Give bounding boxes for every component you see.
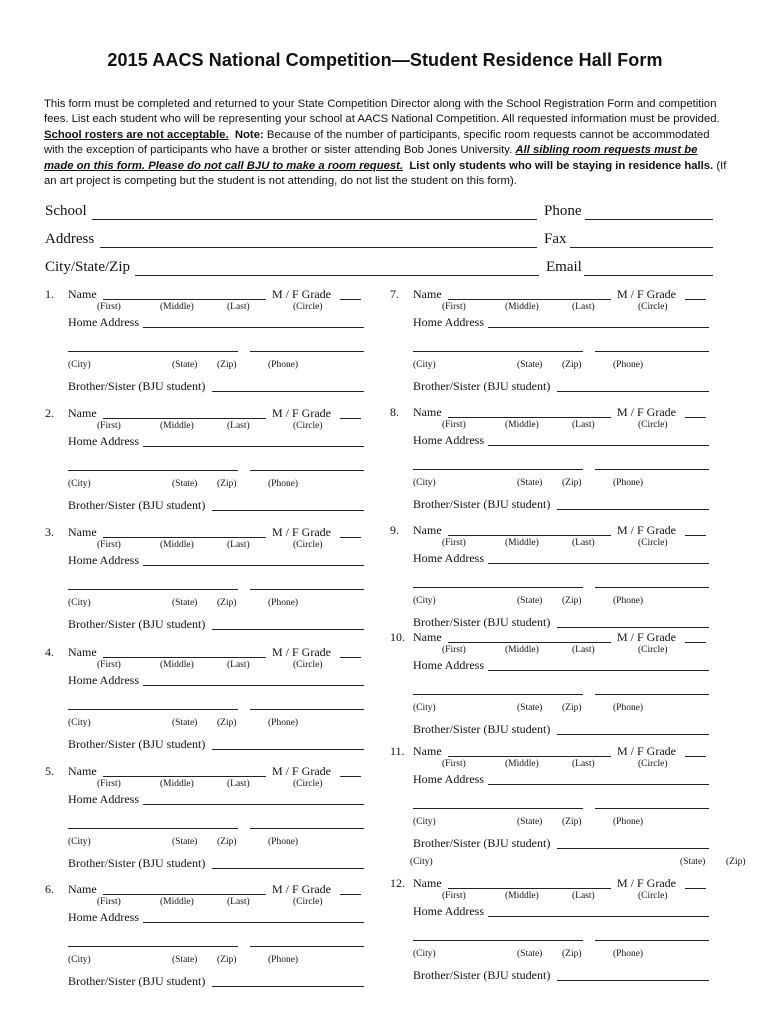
city-state-zip-label: City/State/Zip	[45, 259, 130, 275]
city-state-zip-field[interactable]	[413, 587, 583, 588]
name-label: Name	[68, 406, 97, 420]
home-address-field[interactable]	[488, 327, 709, 328]
brother-sister-label: Brother/Sister (BJU student)	[413, 836, 551, 850]
city-state-zip-field[interactable]	[68, 589, 238, 590]
city-caption: (City)	[413, 817, 436, 827]
home-address-label: Home Address	[68, 553, 139, 567]
residence-hall-notice: List only students who will be staying in residence halls.	[409, 159, 714, 172]
last-caption: (Last)	[572, 302, 595, 312]
student-number: 12.	[390, 876, 405, 890]
city-state-zip-field[interactable]	[68, 828, 238, 829]
home-address-label: Home Address	[413, 772, 484, 786]
mf-grade-label: M / F Grade	[617, 630, 676, 644]
phone-field[interactable]	[250, 709, 364, 710]
brother-sister-label: Brother/Sister (BJU student)	[413, 497, 551, 511]
mf-grade-label: M / F Grade	[272, 882, 331, 896]
grade-field[interactable]	[685, 417, 706, 418]
intro-text-2: Because of the number of participants, specific room requests cannot be accommodated with the exception of participants who have a brother or sister attending Bob Jones University.	[44, 128, 710, 157]
name-label: Name	[413, 876, 442, 890]
instructions	[44, 97, 730, 189]
middle-caption: (Middle)	[505, 759, 539, 769]
middle-caption: (Middle)	[160, 660, 194, 670]
home-address-label: Home Address	[68, 315, 139, 329]
phone-caption: (Phone)	[613, 596, 644, 606]
sibling-request-notice: All sibling room requests must be made on this form. Please do not call BJU to make a room request.	[44, 144, 698, 172]
home-address-label: Home Address	[68, 673, 139, 687]
school-label: School	[45, 203, 87, 219]
brother-sister-field[interactable]	[212, 749, 364, 750]
name-field[interactable]	[103, 776, 266, 777]
city-state-zip-field[interactable]	[68, 946, 238, 947]
name-field[interactable]	[103, 657, 266, 658]
last-caption: (Last)	[227, 779, 250, 789]
student-entry-8	[390, 405, 710, 515]
student-number: 9.	[390, 523, 399, 537]
first-caption: (First)	[97, 897, 121, 907]
city-caption: (City)	[68, 955, 91, 965]
mf-grade-label: M / F Grade	[617, 876, 676, 890]
phone-field[interactable]	[250, 470, 364, 471]
first-caption: (First)	[97, 540, 121, 550]
student-entry-2	[45, 406, 365, 516]
circle-caption: (Circle)	[293, 302, 323, 312]
circle-caption: (Circle)	[638, 759, 668, 769]
student-number: 5.	[45, 764, 54, 778]
phone-field[interactable]	[585, 219, 713, 220]
address-field[interactable]	[100, 247, 537, 248]
name-label: Name	[68, 287, 97, 301]
student-number: 7.	[390, 287, 399, 301]
middle-caption: (Middle)	[160, 421, 194, 431]
city-caption: (City)	[413, 949, 436, 959]
city-state-zip-field[interactable]	[68, 709, 238, 710]
circle-caption: (Circle)	[293, 421, 323, 431]
email-label: Email	[546, 259, 582, 275]
middle-caption: (Middle)	[160, 897, 194, 907]
intro-text-3: (If an art project is competing but the student is not attending, do not list the student on this form).	[44, 159, 727, 188]
brother-sister-field[interactable]	[557, 734, 709, 735]
name-field[interactable]	[448, 888, 611, 889]
student-entry-9	[390, 523, 710, 633]
brother-sister-field[interactable]	[212, 629, 364, 630]
name-field[interactable]	[448, 642, 611, 643]
grade-field[interactable]	[340, 657, 361, 658]
name-field[interactable]	[448, 535, 611, 536]
first-caption: (First)	[97, 660, 121, 670]
state-caption: (State)	[172, 718, 198, 728]
home-address-label: Home Address	[413, 658, 484, 672]
phone-caption: (Phone)	[268, 598, 299, 608]
student-entry-6	[45, 882, 365, 992]
name-field[interactable]	[103, 894, 266, 895]
fax-label: Fax	[544, 231, 567, 247]
phone-field[interactable]	[595, 351, 709, 352]
middle-caption: (Middle)	[160, 779, 194, 789]
circle-caption: (Circle)	[638, 538, 668, 548]
email-field[interactable]	[584, 275, 713, 276]
brother-sister-label: Brother/Sister (BJU student)	[68, 617, 206, 631]
phone-field[interactable]	[250, 589, 364, 590]
stray-zip-label: (Zip)	[726, 857, 746, 867]
home-address-label: Home Address	[68, 910, 139, 924]
city-state-zip-field[interactable]	[413, 694, 583, 695]
first-caption: (First)	[97, 302, 121, 312]
circle-caption: (Circle)	[638, 891, 668, 901]
city-state-zip-field[interactable]	[135, 275, 539, 276]
phone-caption: (Phone)	[613, 703, 644, 713]
city-state-zip-field[interactable]	[413, 940, 583, 941]
name-field[interactable]	[103, 299, 266, 300]
phone-field[interactable]	[595, 808, 709, 809]
middle-caption: (Middle)	[505, 420, 539, 430]
brother-sister-label: Brother/Sister (BJU student)	[68, 856, 206, 870]
home-address-label: Home Address	[413, 551, 484, 565]
grade-field[interactable]	[685, 299, 706, 300]
home-address-label: Home Address	[68, 792, 139, 806]
state-caption: (State)	[517, 360, 543, 370]
brother-sister-label: Brother/Sister (BJU student)	[68, 737, 206, 751]
zip-caption: (Zip)	[562, 360, 582, 370]
name-field[interactable]	[103, 418, 266, 419]
home-address-field[interactable]	[143, 922, 364, 923]
mf-grade-label: M / F Grade	[617, 523, 676, 537]
school-field[interactable]	[92, 219, 537, 220]
circle-caption: (Circle)	[293, 779, 323, 789]
first-caption: (First)	[442, 538, 466, 548]
home-address-field[interactable]	[143, 685, 364, 686]
city-state-zip-field[interactable]	[413, 469, 583, 470]
student-number: 11.	[390, 744, 405, 758]
brother-sister-field[interactable]	[557, 627, 709, 628]
phone-field[interactable]	[250, 946, 364, 947]
city-caption: (City)	[413, 478, 436, 488]
brother-sister-field[interactable]	[557, 509, 709, 510]
grade-field[interactable]	[340, 418, 361, 419]
brother-sister-label: Brother/Sister (BJU student)	[68, 379, 206, 393]
brother-sister-field[interactable]	[212, 868, 364, 869]
brother-sister-field[interactable]	[212, 986, 364, 987]
name-label: Name	[413, 630, 442, 644]
address-label: Address	[45, 231, 95, 247]
name-label: Name	[413, 744, 442, 758]
brother-sister-label: Brother/Sister (BJU student)	[413, 615, 551, 629]
mf-grade-label: M / F Grade	[272, 287, 331, 301]
phone-caption: (Phone)	[613, 478, 644, 488]
city-caption: (City)	[68, 718, 91, 728]
zip-caption: (Zip)	[562, 703, 582, 713]
state-caption: (State)	[172, 598, 198, 608]
home-address-label: Home Address	[413, 433, 484, 447]
circle-caption: (Circle)	[638, 302, 668, 312]
grade-field[interactable]	[685, 642, 706, 643]
grade-field[interactable]	[685, 756, 706, 757]
middle-caption: (Middle)	[160, 302, 194, 312]
home-address-label: Home Address	[68, 434, 139, 448]
name-label: Name	[68, 525, 97, 539]
state-caption: (State)	[517, 703, 543, 713]
phone-caption: (Phone)	[268, 955, 299, 965]
city-state-zip-field[interactable]	[68, 351, 238, 352]
state-caption: (State)	[172, 360, 198, 370]
middle-caption: (Middle)	[505, 645, 539, 655]
brother-sister-field[interactable]	[212, 510, 364, 511]
phone-caption: (Phone)	[268, 718, 299, 728]
home-address-field[interactable]	[488, 445, 709, 446]
brother-sister-field[interactable]	[557, 391, 709, 392]
zip-caption: (Zip)	[217, 955, 237, 965]
last-caption: (Last)	[572, 420, 595, 430]
middle-caption: (Middle)	[505, 891, 539, 901]
state-caption: (State)	[517, 817, 543, 827]
state-caption: (State)	[517, 596, 543, 606]
phone-field[interactable]	[595, 587, 709, 588]
grade-field[interactable]	[340, 776, 361, 777]
circle-caption: (Circle)	[293, 897, 323, 907]
home-address-field[interactable]	[488, 784, 709, 785]
student-number: 4.	[45, 645, 54, 659]
phone-caption: (Phone)	[268, 360, 299, 370]
student-entry-5	[45, 764, 365, 874]
stray-state-label: (State)	[680, 857, 706, 867]
mf-grade-label: M / F Grade	[272, 525, 331, 539]
home-address-field[interactable]	[143, 565, 364, 566]
grade-field[interactable]	[340, 894, 361, 895]
home-address-field[interactable]	[143, 804, 364, 805]
first-caption: (First)	[442, 645, 466, 655]
rosters-warning: School rosters are not acceptable.	[44, 128, 229, 141]
name-field[interactable]	[448, 299, 611, 300]
phone-caption: (Phone)	[268, 837, 299, 847]
student-number: 2.	[45, 406, 54, 420]
student-number: 6.	[45, 882, 54, 896]
zip-caption: (Zip)	[562, 596, 582, 606]
student-entry-3	[45, 525, 365, 635]
student-number: 3.	[45, 525, 54, 539]
zip-caption: (Zip)	[217, 718, 237, 728]
last-caption: (Last)	[572, 538, 595, 548]
last-caption: (Last)	[572, 759, 595, 769]
first-caption: (First)	[442, 420, 466, 430]
name-label: Name	[68, 764, 97, 778]
home-address-field[interactable]	[143, 327, 364, 328]
city-state-zip-field[interactable]	[413, 808, 583, 809]
state-caption: (State)	[517, 478, 543, 488]
state-caption: (State)	[172, 837, 198, 847]
first-caption: (First)	[97, 779, 121, 789]
phone-field[interactable]	[250, 351, 364, 352]
circle-caption: (Circle)	[638, 645, 668, 655]
city-caption: (City)	[413, 596, 436, 606]
zip-caption: (Zip)	[562, 949, 582, 959]
name-label: Name	[413, 405, 442, 419]
brother-sister-field[interactable]	[212, 391, 364, 392]
mf-grade-label: M / F Grade	[272, 645, 331, 659]
student-entry-11	[390, 744, 710, 854]
student-entry-4	[45, 645, 365, 755]
home-address-field[interactable]	[143, 446, 364, 447]
brother-sister-label: Brother/Sister (BJU student)	[68, 498, 206, 512]
intro-text-1: This form must be completed and returned to your State Competition Director along with the School Registration Form and competition fees. List each student who will be representing your school at AACS National Competition. All requested information must be provided.	[44, 98, 720, 126]
city-caption: (City)	[413, 703, 436, 713]
city-caption: (City)	[68, 360, 91, 370]
city-state-zip-field[interactable]	[68, 470, 238, 471]
phone-field[interactable]	[595, 694, 709, 695]
grade-field[interactable]	[685, 888, 706, 889]
name-field[interactable]	[448, 756, 611, 757]
circle-caption: (Circle)	[638, 420, 668, 430]
mf-grade-label: M / F Grade	[617, 287, 676, 301]
last-caption: (Last)	[572, 645, 595, 655]
brother-sister-label: Brother/Sister (BJU student)	[413, 379, 551, 393]
brother-sister-label: Brother/Sister (BJU student)	[68, 974, 206, 988]
name-label: Name	[68, 882, 97, 896]
zip-caption: (Zip)	[217, 360, 237, 370]
last-caption: (Last)	[227, 421, 250, 431]
brother-sister-field[interactable]	[557, 980, 709, 981]
student-entry-10	[390, 630, 710, 740]
phone-label: Phone	[544, 203, 582, 219]
middle-caption: (Middle)	[160, 540, 194, 550]
city-caption: (City)	[413, 360, 436, 370]
home-address-field[interactable]	[488, 916, 709, 917]
zip-caption: (Zip)	[562, 478, 582, 488]
name-label: Name	[413, 523, 442, 537]
student-number: 10.	[390, 630, 405, 644]
page-title: 2015 AACS National Competition—Student Residence Hall Form	[107, 50, 663, 70]
zip-caption: (Zip)	[217, 598, 237, 608]
phone-caption: (Phone)	[613, 360, 644, 370]
last-caption: (Last)	[227, 897, 250, 907]
city-caption: (City)	[68, 479, 91, 489]
brother-sister-field[interactable]	[557, 848, 709, 849]
brother-sister-label: Brother/Sister (BJU student)	[413, 968, 551, 982]
student-entry-7	[390, 287, 710, 397]
city-caption: (City)	[68, 837, 91, 847]
phone-field[interactable]	[595, 469, 709, 470]
last-caption: (Last)	[227, 302, 250, 312]
home-address-label: Home Address	[413, 904, 484, 918]
name-label: Name	[68, 645, 97, 659]
note-label: Note:	[234, 128, 264, 141]
first-caption: (First)	[442, 302, 466, 312]
zip-caption: (Zip)	[562, 817, 582, 827]
circle-caption: (Circle)	[293, 660, 323, 670]
home-address-label: Home Address	[413, 315, 484, 329]
city-caption: (City)	[68, 598, 91, 608]
zip-caption: (Zip)	[217, 837, 237, 847]
name-field[interactable]	[103, 537, 266, 538]
fax-field[interactable]	[570, 247, 713, 248]
brother-sister-label: Brother/Sister (BJU student)	[413, 722, 551, 736]
student-entry-1	[45, 287, 365, 397]
phone-caption: (Phone)	[613, 949, 644, 959]
student-number: 1.	[45, 287, 54, 301]
name-label: Name	[413, 287, 442, 301]
name-field[interactable]	[448, 417, 611, 418]
middle-caption: (Middle)	[505, 302, 539, 312]
grade-field[interactable]	[340, 537, 361, 538]
home-address-field[interactable]	[488, 563, 709, 564]
phone-caption: (Phone)	[613, 817, 644, 827]
home-address-field[interactable]	[488, 670, 709, 671]
first-caption: (First)	[442, 759, 466, 769]
state-caption: (State)	[172, 955, 198, 965]
circle-caption: (Circle)	[293, 540, 323, 550]
last-caption: (Last)	[227, 660, 250, 670]
first-caption: (First)	[97, 421, 121, 431]
mf-grade-label: M / F Grade	[272, 406, 331, 420]
middle-caption: (Middle)	[505, 538, 539, 548]
stray-city-label: (City)	[410, 857, 433, 867]
grade-field[interactable]	[340, 299, 361, 300]
student-entry-12	[390, 876, 710, 986]
first-caption: (First)	[442, 891, 466, 901]
grade-field[interactable]	[685, 535, 706, 536]
mf-grade-label: M / F Grade	[617, 744, 676, 758]
zip-caption: (Zip)	[217, 479, 237, 489]
student-number: 8.	[390, 405, 399, 419]
phone-caption: (Phone)	[268, 479, 299, 489]
city-state-zip-field[interactable]	[413, 351, 583, 352]
phone-field[interactable]	[250, 828, 364, 829]
state-caption: (State)	[172, 479, 198, 489]
phone-field[interactable]	[595, 940, 709, 941]
mf-grade-label: M / F Grade	[617, 405, 676, 419]
last-caption: (Last)	[227, 540, 250, 550]
mf-grade-label: M / F Grade	[272, 764, 331, 778]
last-caption: (Last)	[572, 891, 595, 901]
state-caption: (State)	[517, 949, 543, 959]
